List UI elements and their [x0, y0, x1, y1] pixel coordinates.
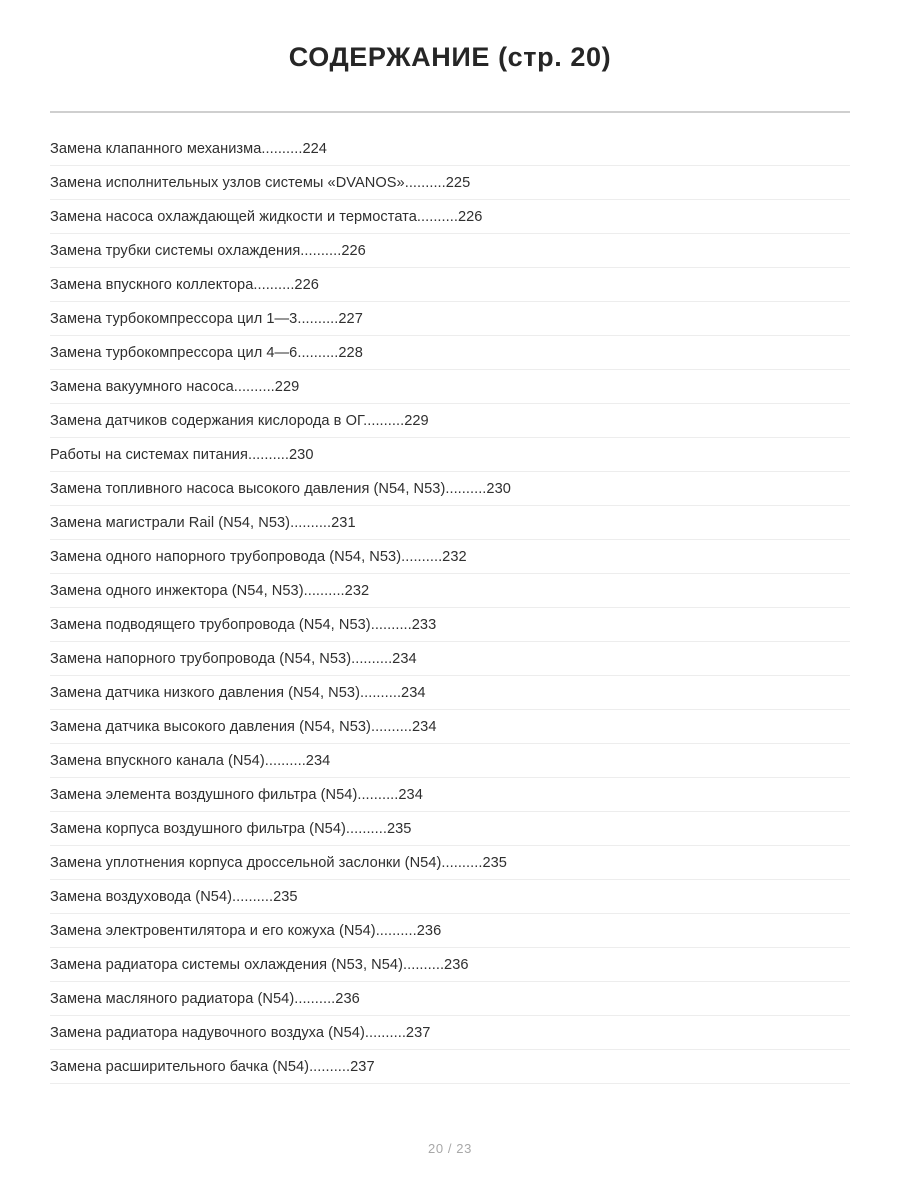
- toc-entry-text: Замена подводящего трубопровода (N54, N53)..........233: [50, 616, 437, 633]
- toc-entry[interactable]: [50, 506, 850, 540]
- toc-entry-text: Замена топливного насоса высокого давления (N54, N53)..........230: [50, 480, 511, 497]
- toc-entry-text: Замена масляного радиатора (N54)..........236: [50, 990, 360, 1007]
- toc-entry-text: Замена турбокомпрессора цил 4—6..........228: [50, 344, 363, 361]
- toc-entry[interactable]: [50, 404, 850, 438]
- toc-entry-text: Замена датчика высокого давления (N54, N53)..........234: [50, 718, 437, 735]
- toc-entry-text: Замена датчика низкого давления (N54, N53)..........234: [50, 684, 426, 701]
- toc-entry-text: Замена исполнительных узлов системы «DVANOS»..........225: [50, 174, 471, 191]
- toc-entry-text: Замена электровентилятора и его кожуха (N54)..........236: [50, 922, 442, 939]
- toc-entry[interactable]: [50, 574, 850, 608]
- toc-entry-text: Замена воздуховода (N54)..........235: [50, 888, 298, 905]
- toc-entry-text: Замена вакуумного насоса..........229: [50, 378, 300, 395]
- toc-entry[interactable]: [50, 1050, 850, 1084]
- toc-entry[interactable]: [50, 710, 850, 744]
- toc-entry[interactable]: [50, 268, 850, 302]
- toc-entry[interactable]: [50, 370, 850, 404]
- toc-entry-text: Замена одного напорного трубопровода (N54, N53)..........232: [50, 548, 467, 565]
- toc-entry-text: Замена датчиков содержания кислорода в ОГ..........229: [50, 412, 429, 429]
- toc-entry[interactable]: [50, 336, 850, 370]
- page-title: СОДЕРЖАНИЕ (стр. 20): [288, 42, 612, 72]
- toc-entry-text: Замена одного инжектора (N54, N53)..........232: [50, 582, 370, 599]
- toc-entry-text: Замена радиатора системы охлаждения (N53, N54)..........236: [50, 956, 469, 973]
- toc-entry[interactable]: [50, 880, 850, 914]
- toc-entry[interactable]: [50, 676, 850, 710]
- toc-entry-text: Замена клапанного механизма..........224: [50, 140, 327, 157]
- toc-entry[interactable]: [50, 234, 850, 268]
- toc-entry[interactable]: [50, 948, 850, 982]
- title-divider: [50, 111, 850, 113]
- toc-entry-text: Замена элемента воздушного фильтра (N54)..........234: [50, 786, 423, 803]
- toc-entry[interactable]: [50, 608, 850, 642]
- toc-entry[interactable]: [50, 812, 850, 846]
- toc-entry-text: Замена магистрали Rail (N54, N53)..........231: [50, 514, 356, 531]
- toc-entry[interactable]: [50, 200, 850, 234]
- toc-entry-text: Работы на системах питания..........230: [50, 446, 314, 463]
- page-indicator: 20 / 23: [428, 1141, 472, 1156]
- toc-entry-text: Замена уплотнения корпуса дроссельной заслонки (N54)..........235: [50, 854, 507, 871]
- toc-entry[interactable]: [50, 982, 850, 1016]
- toc-entry[interactable]: [50, 846, 850, 880]
- toc-entry-text: Замена трубки системы охлаждения..........226: [50, 242, 366, 259]
- toc-entry-text: Замена радиатора надувочного воздуха (N54)..........237: [50, 1024, 431, 1041]
- toc-entry[interactable]: [50, 914, 850, 948]
- toc-entry[interactable]: [50, 744, 850, 778]
- toc-entry-text: Замена корпуса воздушного фильтра (N54)..........235: [50, 820, 412, 837]
- toc-entry-text: Замена впускного канала (N54)..........234: [50, 752, 331, 769]
- toc-entry[interactable]: [50, 132, 850, 166]
- toc-entry[interactable]: [50, 1016, 850, 1050]
- toc-entry-text: Замена впускного коллектора..........226: [50, 276, 319, 293]
- toc-entry[interactable]: [50, 540, 850, 574]
- toc-entry[interactable]: [50, 472, 850, 506]
- toc-entry-text: Замена расширительного бачка (N54)..........237: [50, 1058, 375, 1075]
- toc-entry[interactable]: [50, 166, 850, 200]
- toc-entry[interactable]: [50, 642, 850, 676]
- table-of-contents: [50, 132, 850, 1084]
- toc-entry-text: Замена напорного трубопровода (N54, N53)..........234: [50, 650, 417, 667]
- toc-entry-text: Замена турбокомпрессора цил 1—3..........227: [50, 310, 363, 327]
- toc-entry-text: Замена насоса охлаждающей жидкости и термостата..........226: [50, 208, 483, 225]
- toc-entry[interactable]: [50, 302, 850, 336]
- toc-entry[interactable]: [50, 778, 850, 812]
- toc-entry[interactable]: [50, 438, 850, 472]
